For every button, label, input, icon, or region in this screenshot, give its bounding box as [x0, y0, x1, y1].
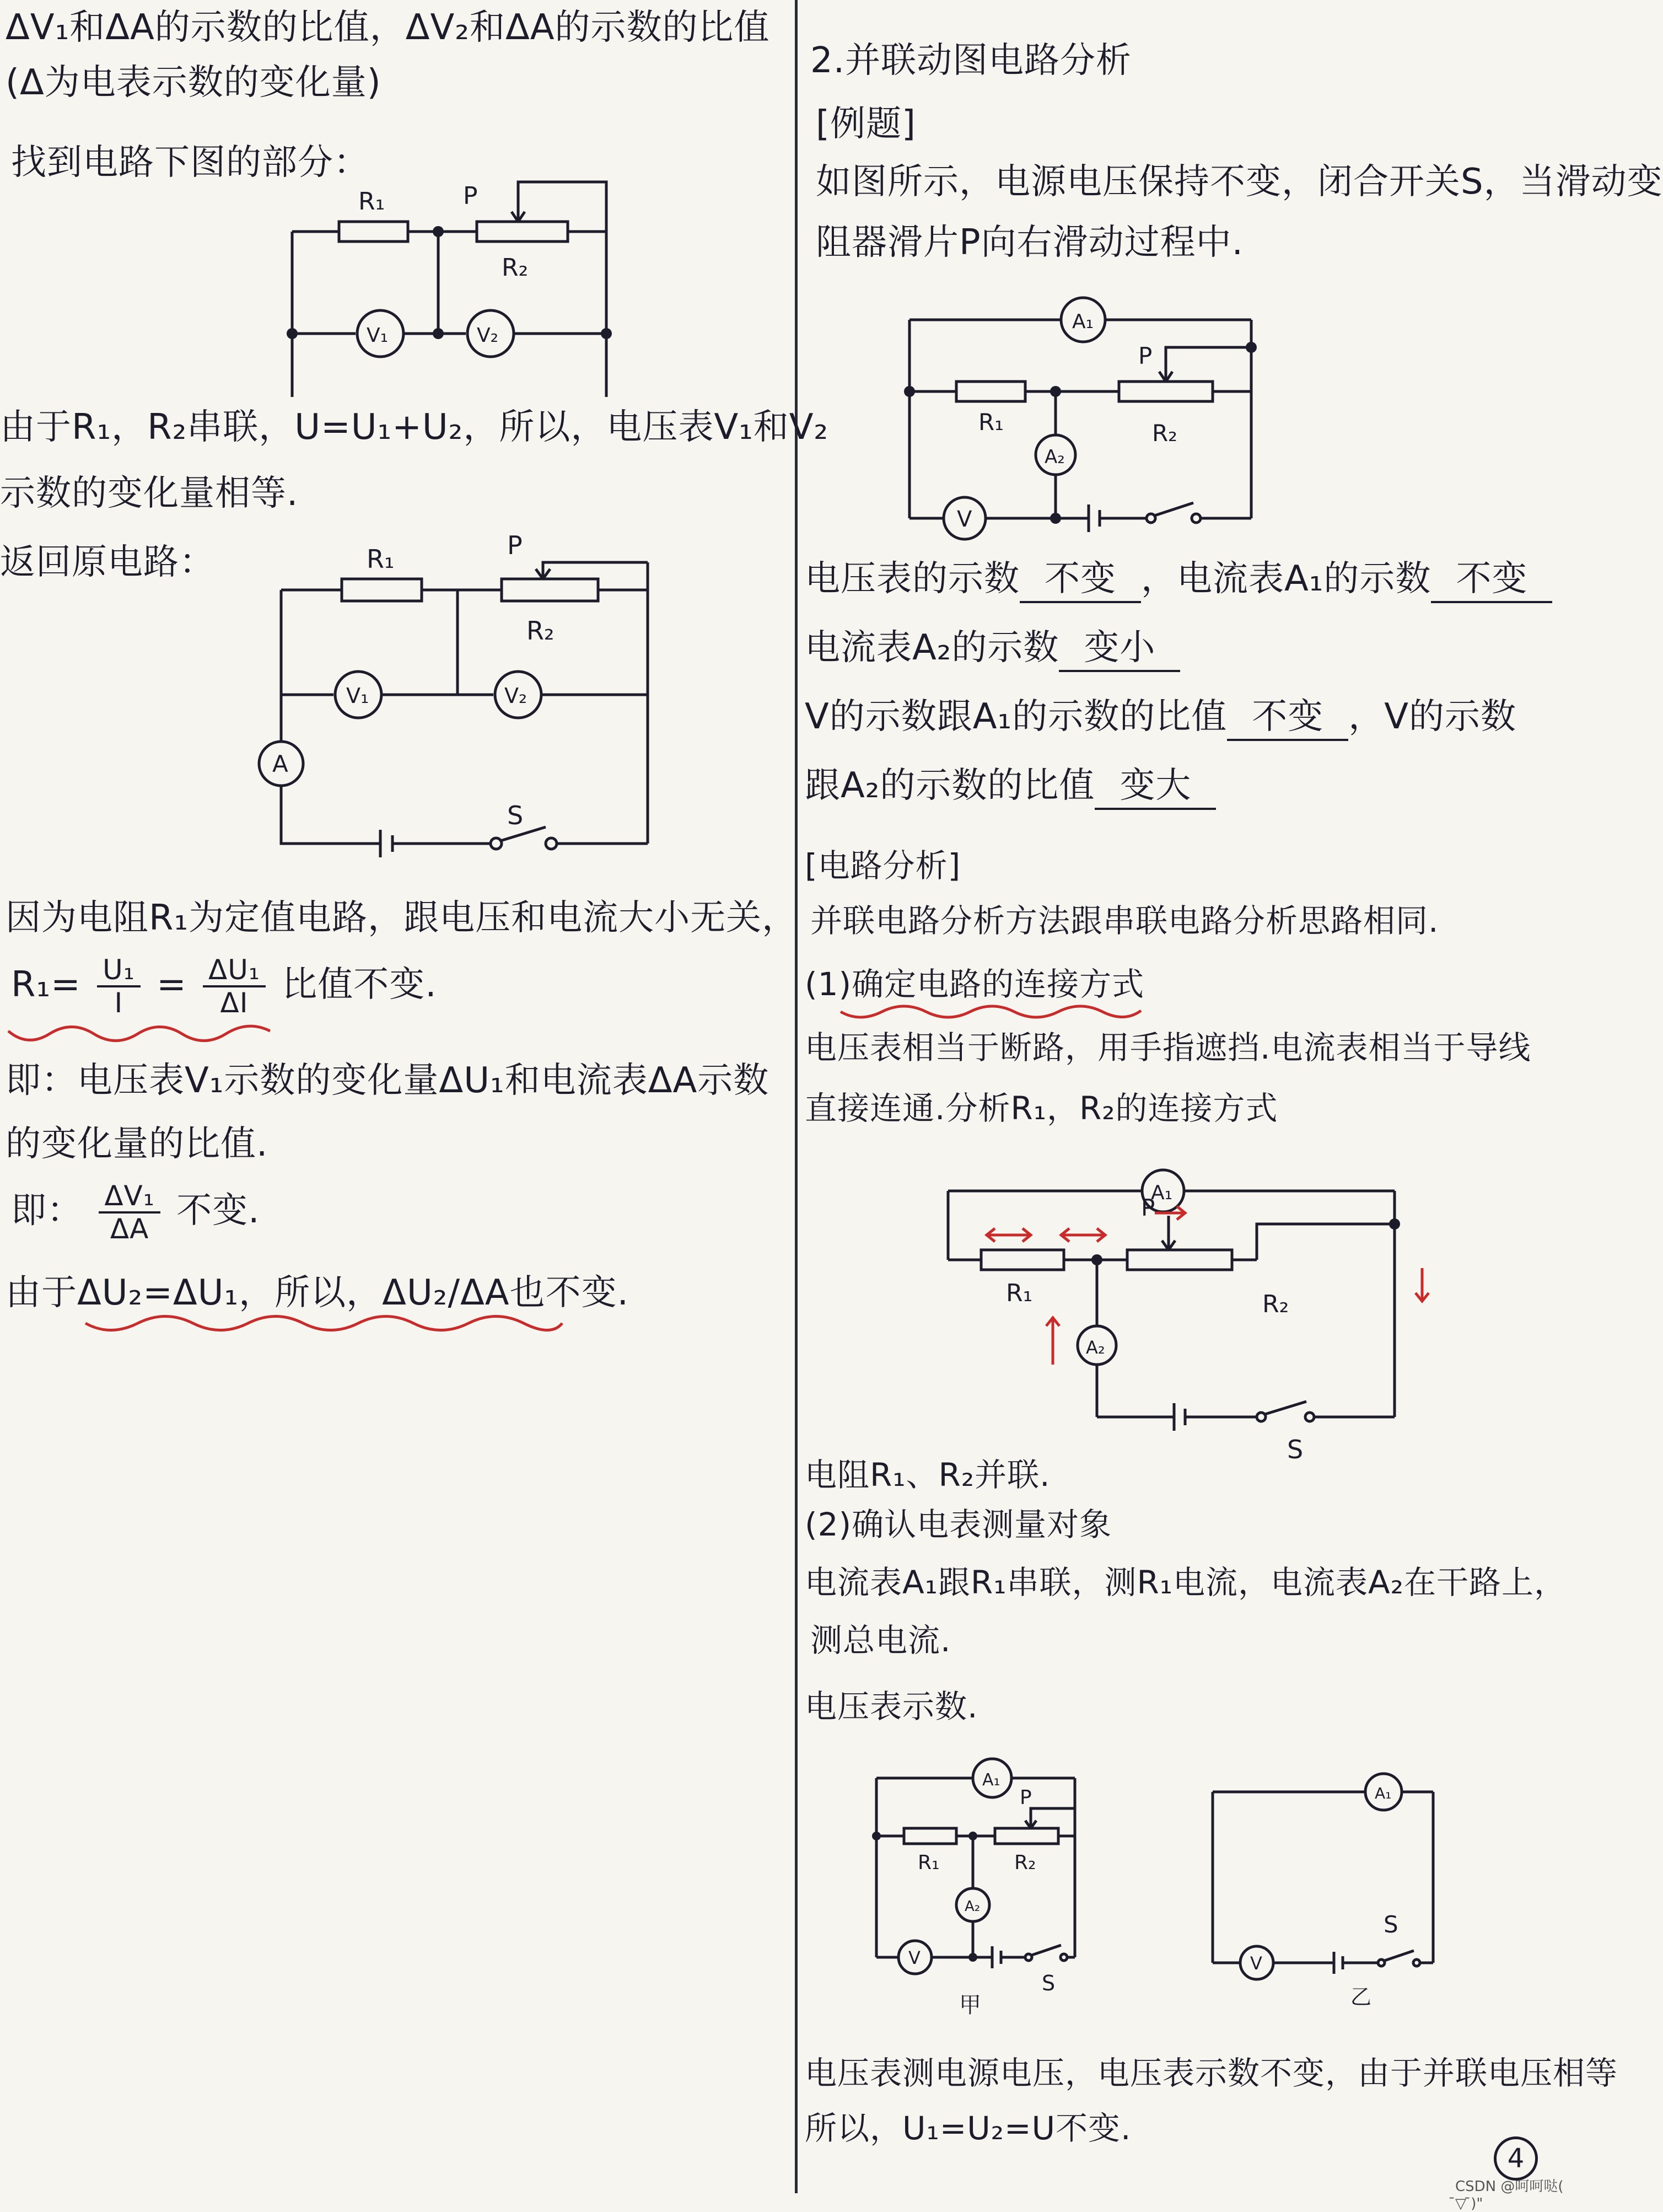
answer-blank-a1: 不变	[1431, 557, 1552, 603]
slider	[1031, 1808, 1075, 1828]
left-line-11-prefix: 即：	[11, 1190, 83, 1231]
circuit-yi	[1202, 1742, 1488, 2018]
page-number: 4	[1494, 2136, 1538, 2181]
label-r1: R₁	[367, 544, 395, 574]
right-line-20: 所以，U₁=U₂=U不变.	[805, 2109, 1132, 2147]
junction-dot	[1246, 342, 1257, 353]
label-v2: V₂	[504, 684, 528, 708]
label-v1: V₁	[346, 684, 369, 708]
right-line-5-a: 电压表的示数	[805, 559, 1020, 599]
right-line-12: 电压表相当于断路，用手指遮挡.电流表相当于导线	[805, 1029, 1531, 1066]
switch-contact	[1061, 1954, 1067, 1961]
label-p: P	[1020, 1786, 1032, 1809]
resistor-r2	[477, 222, 568, 241]
circuit-jia	[860, 1742, 1147, 2018]
label-r2: R₂	[502, 254, 529, 282]
wire	[1257, 1224, 1395, 1260]
label-r2: R₂	[1152, 420, 1178, 447]
junction-dot	[601, 328, 612, 339]
right-line-4: 阻器滑片P向右滑动过程中.	[816, 222, 1244, 263]
right-line-6-a: 电流表A₂的示数	[805, 627, 1059, 668]
resistor-r2	[502, 579, 598, 601]
column-divider	[795, 0, 798, 2193]
label-r2: R₂	[1262, 1290, 1289, 1318]
circuit-example	[887, 276, 1328, 551]
label-v1: V₁	[367, 324, 389, 347]
switch-lever	[1155, 503, 1193, 516]
label-a1: A₁	[1072, 310, 1094, 333]
watermark: CSDN @呵呵哒( ̄▽ ̄)"	[1455, 2178, 1564, 2212]
label-s: S	[1384, 1911, 1398, 1938]
left-line-1: ΔV₁和ΔA的示数的比值，ΔV₂和ΔA的示数的比值	[6, 7, 770, 48]
left-line-11	[11, 1180, 260, 1244]
label-v2: V₂	[477, 324, 499, 347]
junction-dot	[433, 226, 444, 237]
right-line-7	[805, 695, 1516, 741]
right-line-16: 电流表A₁跟R₁串联，测R₁电流，电流表A₂在干路上，	[805, 1564, 1567, 1601]
wire-left-lower	[281, 786, 380, 844]
switch-lever	[1032, 1945, 1061, 1955]
junction-dot	[287, 328, 298, 339]
answer-blank-ratio-a2: 变大	[1095, 764, 1216, 810]
left-line-5: 示数的变化量相等.	[0, 473, 299, 514]
resistor-r1	[981, 1250, 1064, 1270]
junction-dot	[433, 328, 444, 339]
junction-dot	[1050, 386, 1061, 397]
label-p: P	[1138, 342, 1153, 369]
label-p: P	[1141, 1194, 1155, 1221]
label-r2: R₂	[526, 616, 555, 646]
label-v: V	[1250, 1953, 1262, 1974]
resistor-r2	[1119, 382, 1213, 401]
label-s: S	[1287, 1435, 1304, 1464]
right-line-7-a: V的示数跟A₁的示数的比值	[805, 696, 1228, 737]
right-line-5-b: ，电流表A₁的示数	[1141, 559, 1431, 599]
label-a2: A₂	[965, 1898, 981, 1915]
label-p: P	[507, 530, 523, 560]
junction-dot	[1389, 1218, 1400, 1230]
left-line-11-suffix: 不变.	[176, 1190, 260, 1231]
right-line-13: 直接连通.分析R₁，R₂的连接方式	[805, 1089, 1278, 1127]
circuit-original	[248, 529, 672, 882]
resistor-r1	[339, 222, 408, 241]
label-a: A	[272, 750, 288, 777]
answer-blank-voltmeter: 不变	[1020, 557, 1141, 603]
switch-contact	[1192, 514, 1201, 523]
red-underline-wave	[6, 1020, 292, 1048]
junction-dot	[904, 386, 915, 397]
right-line-19: 电压表测电源电压，电压表示数不变，由于并联电压相等	[805, 2054, 1618, 2092]
resistor-r1	[956, 382, 1025, 401]
label-a1: A₁	[982, 1770, 1000, 1790]
resistor-r1	[342, 579, 422, 601]
circuit-analysis	[937, 1152, 1444, 1467]
switch-contact	[1147, 514, 1155, 523]
right-line-18: 电压表示数.	[805, 1688, 978, 1725]
right-line-6	[805, 626, 1180, 672]
left-line-9: 即：电压表V₁示数的变化量ΔU₁和电流表ΔA示数	[6, 1060, 769, 1101]
resistor-r2	[995, 1828, 1058, 1844]
slider-wire	[543, 562, 648, 579]
junction-dot	[968, 1953, 977, 1962]
right-line-11: (1)确定电路的连接方式	[805, 965, 1145, 1003]
label-s: S	[1042, 1971, 1056, 1995]
label-jia: 甲	[959, 1993, 981, 2018]
right-line-8-a: 跟A₂的示数的比值	[805, 765, 1095, 806]
switch-lever	[1265, 1402, 1306, 1414]
label-a1: A₁	[1375, 1784, 1392, 1802]
right-line-14: 电阻R₁、R₂并联.	[805, 1456, 1051, 1494]
label-a2: A₂	[1045, 446, 1065, 468]
left-line-7: 因为电阻R₁为定值电路，跟电压和电流大小无关，	[6, 898, 798, 938]
left-line-12: 由于ΔU₂=ΔU₁，所以，ΔU₂/ΔA也不变.	[6, 1273, 629, 1313]
r1-formula-prefix: R₁=	[11, 964, 81, 1005]
r1-formula-suffix: 比值不变.	[282, 964, 437, 1005]
right-line-2: [例题]	[816, 104, 916, 144]
junction-dot	[968, 1832, 977, 1840]
switch-contact	[1378, 1959, 1385, 1966]
switch-contact	[546, 838, 557, 849]
label-p: P	[463, 182, 478, 210]
junction-dot	[1050, 513, 1061, 524]
label-r1: R₁	[1006, 1279, 1033, 1307]
switch-contact	[1305, 1413, 1314, 1421]
label-r2: R₂	[1014, 1851, 1036, 1874]
label-v: V	[957, 507, 972, 532]
label-a1: A₁	[1151, 1182, 1173, 1204]
switch-contact	[491, 838, 502, 849]
slider-wire	[518, 182, 606, 232]
right-line-9: [电路分析]	[805, 847, 961, 884]
switch-contact	[1025, 1954, 1032, 1961]
label-a2: A₂	[1086, 1337, 1105, 1358]
answer-blank-ratio-a1: 不变	[1227, 695, 1348, 741]
junction-dot	[872, 1832, 881, 1840]
resistor-r1	[904, 1828, 956, 1844]
fraction-dv1-da: $\frac{\text{ΔV₁}}{\Delta A}$	[99, 1180, 160, 1244]
switch-lever	[1385, 1951, 1414, 1961]
label-r1: R₁	[978, 409, 1004, 436]
fraction-du1-di: $\frac{\text{ΔU₁}}{\Delta I}$	[203, 954, 266, 1018]
red-underline-wave	[83, 1309, 568, 1337]
junction-dot	[1091, 1254, 1102, 1265]
label-r1: R₁	[918, 1851, 940, 1874]
current-arrows	[987, 1206, 1429, 1365]
right-line-10: 并联电路分析方法跟串联电路分析思路相同.	[810, 902, 1439, 939]
left-line-4: 由于R₁，R₂串联，U=U₁+U₂，所以，电压表V₁和V₂	[0, 407, 829, 448]
right-line-17: 测总电流.	[810, 1622, 951, 1659]
left-line-10: 的变化量的比值.	[6, 1124, 268, 1164]
red-underline-wave	[838, 1001, 1147, 1023]
slider-wire	[1166, 347, 1251, 382]
left-line-8	[11, 954, 437, 1018]
left-line-2: (Δ为电表示数的变化量)	[6, 62, 381, 103]
right-line-3: 如图所示，电源电压保持不变，闭合开关S，当滑动变	[816, 162, 1663, 202]
label-s: S	[507, 801, 524, 830]
label-r1: R₁	[358, 187, 385, 216]
label-v: V	[908, 1947, 921, 1968]
fraction-u1-i: $\frac{\text{U₁}}{I}$	[97, 954, 141, 1018]
right-line-8	[805, 764, 1216, 810]
equals-sign: =	[157, 964, 187, 1005]
label-yi: 乙	[1350, 1985, 1372, 2009]
switch-contact	[1413, 1959, 1420, 1966]
answer-blank-a2: 变小	[1059, 626, 1180, 672]
right-line-1: 2.并联动图电路分析	[810, 40, 1132, 81]
resistor-r2	[1127, 1250, 1232, 1270]
right-line-7-b: ，V的示数	[1348, 696, 1516, 737]
circuit-partial-series	[276, 176, 628, 408]
left-line-3: 找到电路下图的部分：	[11, 142, 369, 183]
right-line-5	[805, 557, 1552, 603]
left-line-6: 返回原电路：	[0, 542, 215, 583]
switch-contact	[1257, 1413, 1266, 1421]
right-line-15: (2)确认电表测量对象	[805, 1506, 1112, 1543]
